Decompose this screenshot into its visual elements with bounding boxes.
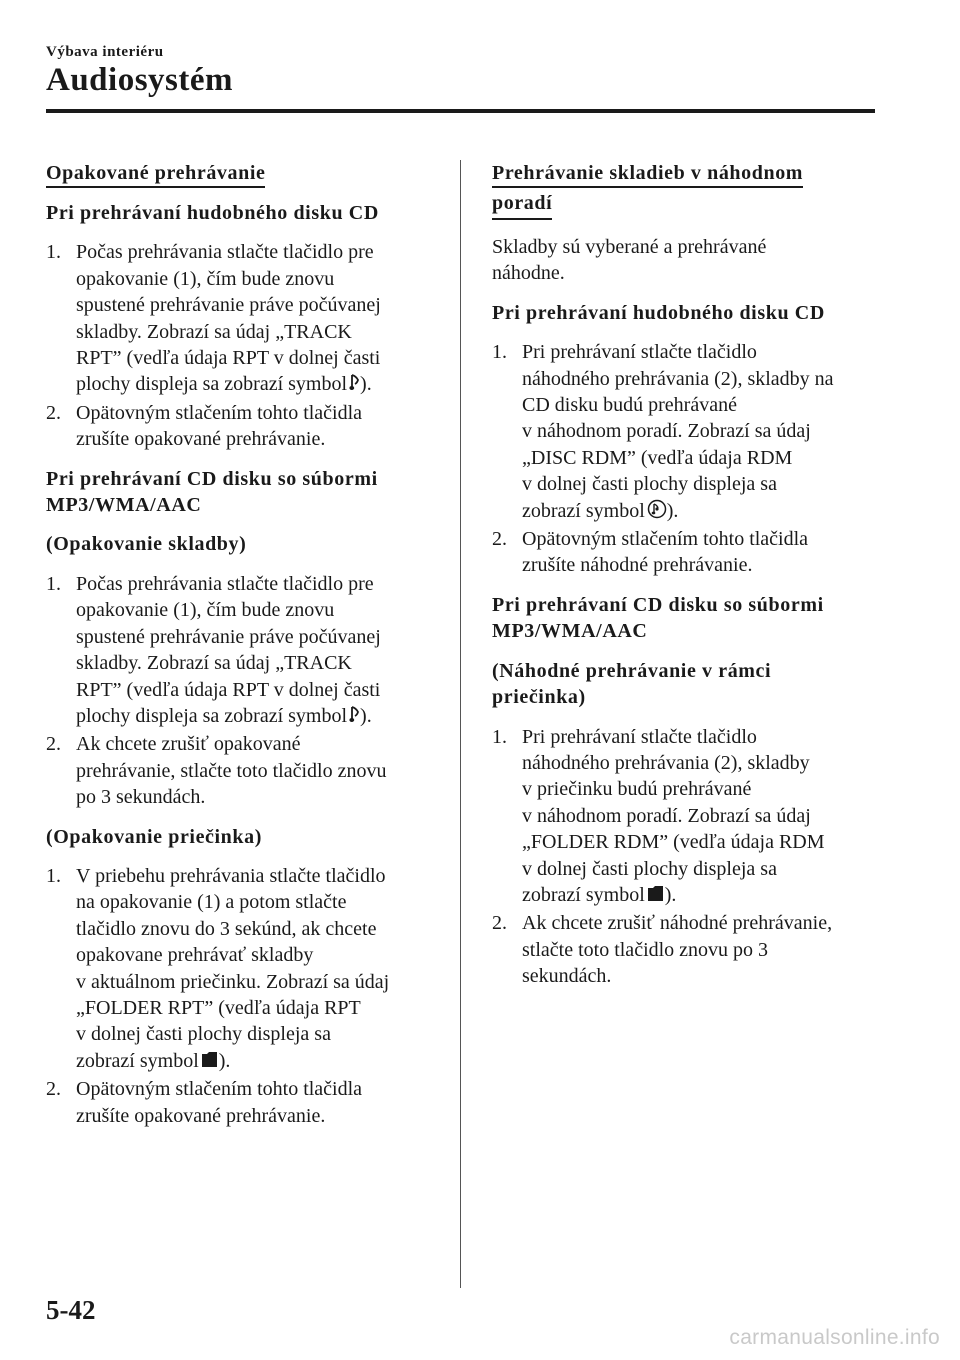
music-note-icon (349, 704, 360, 731)
line: Pri prehrávaní CD disku so súbormi (46, 467, 378, 490)
line: náhodného prehrávania (2), skladby na (522, 367, 834, 390)
list-item (46, 239, 436, 399)
list-item (492, 339, 882, 526)
line-with-symbol (76, 1048, 436, 1076)
line: na opakovanie (1) a potom stlačte (76, 891, 347, 914)
line: skladby. Zobrazí sa údaj „TRACK (76, 652, 352, 675)
item-number: 2. (492, 912, 507, 935)
item-number: 1. (46, 241, 61, 264)
list-item (46, 571, 436, 731)
repeat-cd-list (46, 239, 436, 452)
list-item (46, 400, 436, 453)
list-item (46, 863, 436, 1076)
heading-text: Opakované prehrávanie (46, 162, 265, 188)
item-number: 2. (46, 401, 61, 424)
watermark: carmanualsonline.info (729, 1326, 940, 1349)
line: Počas prehrávania stlačte tlačidlo pre (76, 572, 374, 595)
line: spustené prehrávanie práve počúvanej (76, 294, 381, 317)
line: po 3 sekundách. (76, 786, 206, 809)
item-number: 1. (46, 864, 61, 887)
line: Pri prehrávaní CD disku so súbormi (492, 593, 824, 616)
column-divider (460, 160, 461, 1288)
item-number: 1. (492, 341, 507, 364)
repeat-folder-list (46, 863, 436, 1129)
line: v náhodnom poradí. Zobrazí sa údaj (522, 420, 811, 443)
line: v dolnej časti plochy displeja sa (522, 857, 777, 880)
repeat-track-list (46, 571, 436, 811)
line: v dolnej časti plochy displeja sa (76, 1023, 331, 1046)
line: CD disku budú prehrávané (522, 394, 737, 417)
heading-text: Prehrávanie skladieb v náhodnom (492, 162, 803, 188)
page-number: 5-42 (46, 1295, 96, 1325)
item-number: 2. (46, 1078, 61, 1101)
disc-random-icon (647, 499, 667, 526)
line: MP3/WMA/AAC (492, 620, 648, 643)
list-item (46, 731, 436, 810)
line-with-symbol (76, 371, 436, 399)
list-item (46, 1076, 436, 1129)
list-item (492, 910, 882, 989)
random-folder-list (492, 724, 882, 990)
section-heading-repeat (46, 160, 265, 186)
line: stlačte toto tlačidlo znovu po 3 (522, 938, 769, 961)
line-tail: ). (664, 883, 677, 906)
line: V priebehu prehrávania stlačte tlačidlo (76, 864, 386, 887)
line: „DISC RDM” (vedľa údaja RDM (522, 446, 793, 469)
subheading-cd: Pri prehrávaní hudobného disku CD (492, 301, 825, 324)
folder-icon (647, 883, 665, 910)
random-cd-list (492, 339, 882, 579)
header-divider (46, 109, 875, 113)
line: opakovanie (1), čím bude znovu (76, 599, 335, 622)
line-with-symbol (76, 703, 436, 731)
line: prehrávanie, stlačte toto tlačidlo znovu (76, 759, 387, 782)
line: opakovanie (1), čím bude znovu (76, 267, 335, 290)
line: v náhodnom poradí. Zobrazí sa údaj (522, 804, 811, 827)
line-text: plochy displeja sa zobrazí symbol (76, 704, 348, 727)
item-number: 2. (492, 528, 507, 551)
line: Pri prehrávaní stlačte tlačidlo (522, 341, 757, 364)
line-tail: ). (360, 704, 372, 727)
line: Ak chcete zrušiť náhodné prehrávanie, (522, 912, 833, 935)
right-column (492, 160, 882, 1003)
line-text: zobrazí symbol (522, 883, 645, 906)
line: sekundách. (522, 965, 612, 988)
line: v priečinku budú prehrávané (522, 778, 752, 801)
intro-paragraph (492, 234, 882, 287)
line: zrušíte opakované prehrávanie. (76, 1104, 326, 1127)
line: RPT” (vedľa údaja RPT v dolnej časti (76, 347, 381, 370)
line: náhodne. (492, 262, 565, 285)
line: Pri prehrávaní stlačte tlačidlo (522, 725, 757, 748)
line-text: zobrazí symbol (76, 1049, 199, 1072)
item-number: 1. (46, 572, 61, 595)
section-label: Výbava interiéru (46, 44, 164, 60)
line-tail: ). (360, 373, 372, 396)
page-title: Audiosystém (46, 62, 234, 98)
line: Skladby sú vyberané a prehrávané (492, 236, 767, 258)
line: spustené prehrávanie práve počúvanej (76, 625, 381, 648)
line: Ak chcete zrušiť opakované (76, 733, 301, 756)
line: Opätovným stlačením tohto tlačidla (76, 401, 363, 424)
list-item (492, 526, 882, 579)
line-text: plochy displeja sa zobrazí symbol (76, 373, 348, 396)
section-heading-random (492, 160, 803, 220)
line: Počas prehrávania stlačte tlačidlo pre (76, 241, 374, 264)
line-text: zobrazí symbol (522, 499, 645, 522)
line: priečinka) (492, 686, 586, 709)
line-tail: ). (666, 499, 679, 522)
line: tlačidlo znovu do 3 sekúnd, ak chcete (76, 917, 377, 940)
line-tail: ). (218, 1049, 231, 1072)
line: zrušíte opakované prehrávanie. (76, 428, 326, 451)
line: skladby. Zobrazí sa údaj „TRACK (76, 320, 352, 343)
line: Opätovným stlačením tohto tlačidla (522, 528, 809, 551)
line: „FOLDER RPT” (vedľa údaja RPT (76, 996, 361, 1019)
subheading-mp3 (492, 592, 882, 645)
left-column (46, 160, 436, 1142)
line: „FOLDER RDM” (vedľa údaja RDM (522, 831, 825, 854)
line: Opätovným stlačením tohto tlačidla (76, 1078, 363, 1101)
line-with-symbol (522, 882, 882, 910)
line: (Náhodné prehrávanie v rámci (492, 659, 772, 682)
heading-text: poradí (492, 190, 552, 220)
subheading-cd: Pri prehrávaní hudobného disku CD (46, 202, 379, 224)
line: v aktuálnom priečinku. Zobrazí sa údaj (76, 970, 390, 993)
line: MP3/WMA/AAC (46, 494, 202, 517)
folder-icon (201, 1049, 219, 1076)
line: zrušíte náhodné prehrávanie. (522, 554, 753, 577)
line: RPT” (vedľa údaja RPT v dolnej časti (76, 678, 381, 701)
subheading-mp3 (46, 466, 436, 519)
line-with-symbol (522, 498, 882, 526)
list-item (492, 724, 882, 911)
music-note-icon (349, 372, 360, 399)
line: náhodného prehrávania (2), skladby (522, 751, 810, 774)
subheading-folder-random (492, 658, 882, 711)
subheading-folder-repeat: (Opakovanie priečinka) (46, 825, 262, 848)
line: opakovane prehrávať skladby (76, 944, 314, 967)
line: v dolnej časti plochy displeja sa (522, 473, 777, 496)
subheading-track-repeat: (Opakovanie skladby) (46, 533, 247, 556)
item-number: 1. (492, 725, 507, 748)
item-number: 2. (46, 733, 61, 756)
